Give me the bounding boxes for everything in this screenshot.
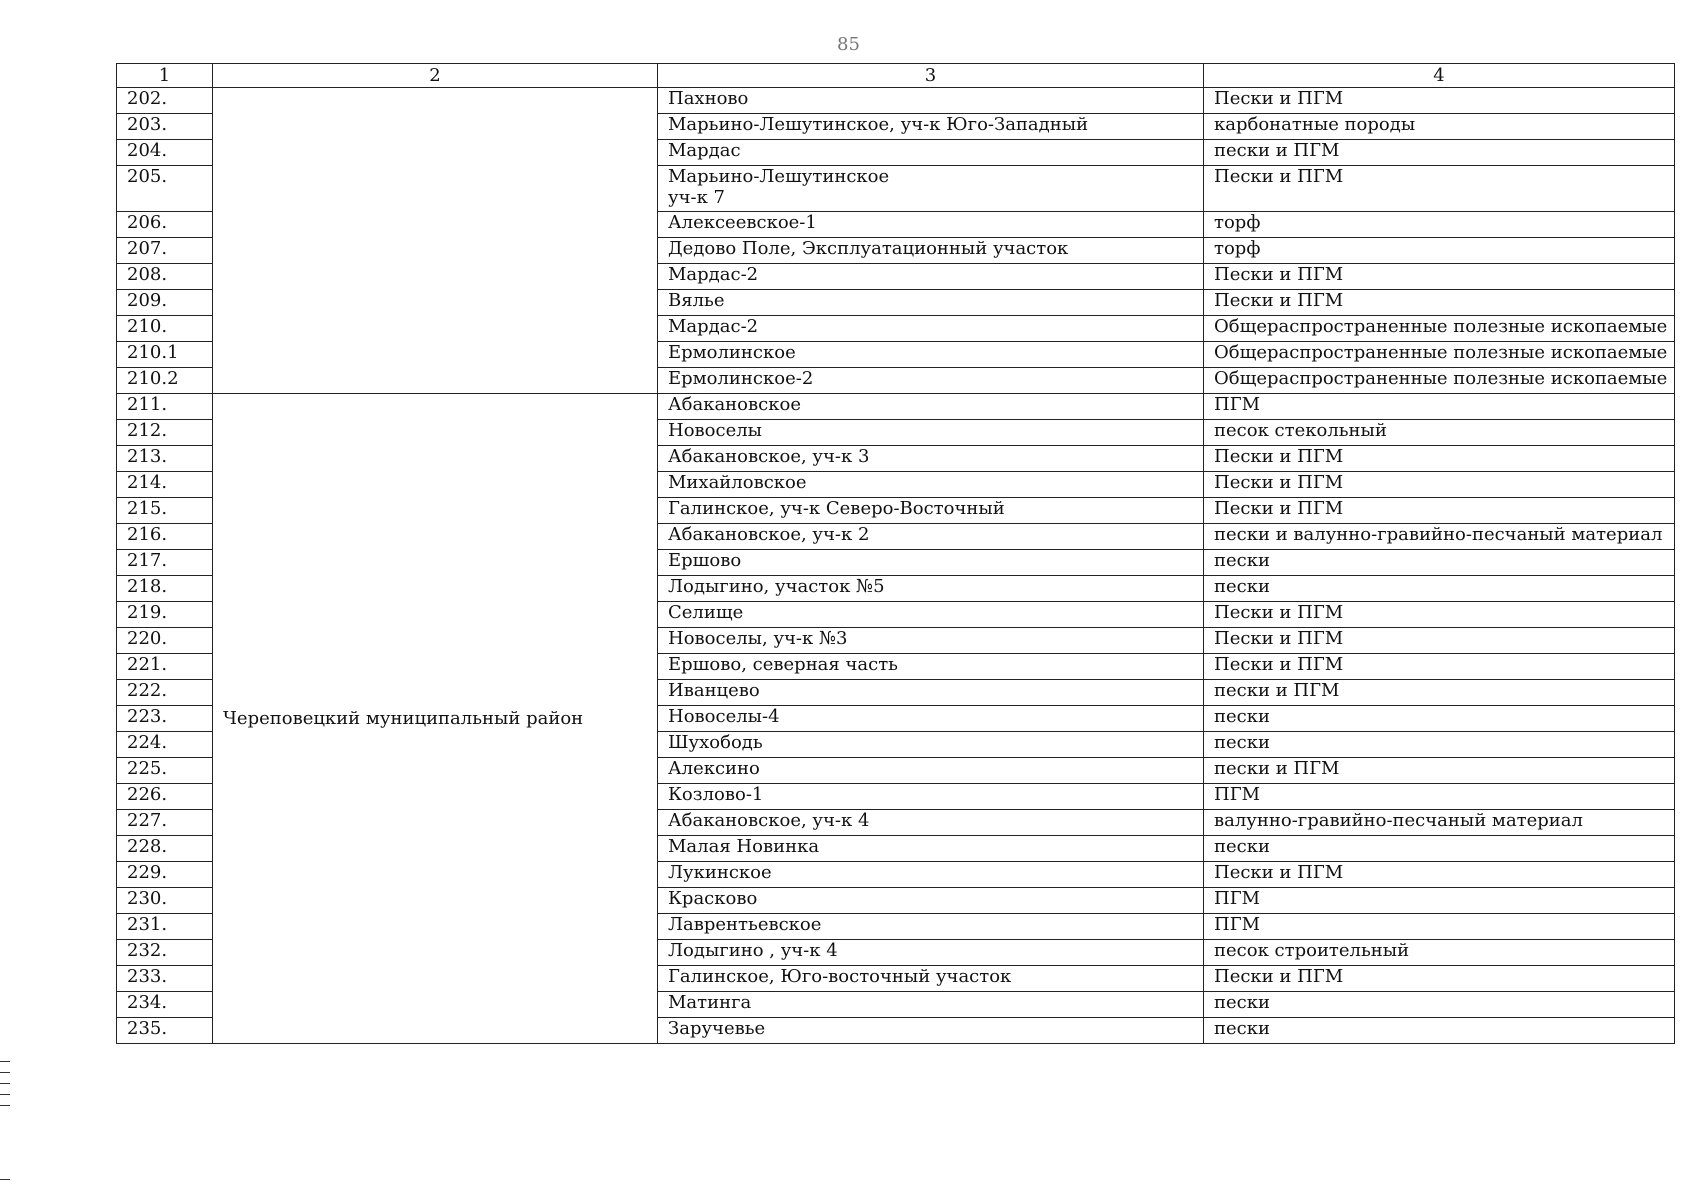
mineral-type-cell: Общераспространенные полезные ископаемые	[1204, 316, 1675, 342]
mineral-type-cell: Пески и ПГМ	[1204, 966, 1675, 992]
mineral-type-cell: пески	[1204, 706, 1675, 732]
deposit-name-cell: Алексеевское-1	[658, 212, 1204, 238]
margin-mark	[0, 1094, 10, 1095]
deposit-name-cell: Новоселы	[658, 420, 1204, 446]
deposit-name-cell: Вялье	[658, 290, 1204, 316]
row-number-cell: 230.	[117, 888, 213, 914]
mineral-type-cell: Пески и ПГМ	[1204, 166, 1675, 212]
deposit-name-cell: Марьино-Лешутинское уч-к 7	[658, 166, 1204, 212]
row-number-cell: 223.	[117, 706, 213, 732]
table-header	[117, 64, 1675, 88]
mineral-type-cell: Пески и ПГМ	[1204, 264, 1675, 290]
table-row	[117, 88, 1675, 114]
table-body	[117, 88, 1675, 1044]
deposit-name-cell: Новоселы-4	[658, 706, 1204, 732]
deposit-name-cell: Галинское, уч-к Северо-Восточный	[658, 498, 1204, 524]
table-row	[117, 394, 1675, 420]
row-number-cell: 226.	[117, 784, 213, 810]
mineral-type-cell: ПГМ	[1204, 394, 1675, 420]
margin-mark	[0, 1083, 10, 1084]
row-number-cell: 233.	[117, 966, 213, 992]
district-cell	[213, 88, 658, 394]
mineral-type-cell: пески	[1204, 576, 1675, 602]
margin-mark	[0, 1105, 10, 1106]
mineral-type-cell: торф	[1204, 238, 1675, 264]
deposit-name-cell: Ермолинское-2	[658, 368, 1204, 394]
mineral-type-cell: пески	[1204, 732, 1675, 758]
mineral-type-cell: торф	[1204, 212, 1675, 238]
mineral-type-cell: ПГМ	[1204, 914, 1675, 940]
row-number-cell: 204.	[117, 140, 213, 166]
deposit-name-cell: Абакановское	[658, 394, 1204, 420]
mineral-type-cell: Пески и ПГМ	[1204, 862, 1675, 888]
mineral-type-cell: Пески и ПГМ	[1204, 472, 1675, 498]
row-number-cell: 214.	[117, 472, 213, 498]
row-number-cell: 202.	[117, 88, 213, 114]
mineral-type-cell: пески	[1204, 836, 1675, 862]
row-number-cell: 227.	[117, 810, 213, 836]
header-col-3: 3	[658, 64, 1204, 88]
deposit-name-cell: Алексино	[658, 758, 1204, 784]
mineral-type-cell: Пески и ПГМ	[1204, 628, 1675, 654]
deposit-name-cell: Шухободь	[658, 732, 1204, 758]
mineral-type-cell: Общераспространенные полезные ископаемые	[1204, 342, 1675, 368]
deposit-name-cell: Ермолинское	[658, 342, 1204, 368]
header-col-2: 2	[213, 64, 658, 88]
mineral-type-cell: пески	[1204, 1018, 1675, 1044]
row-number-cell: 222.	[117, 680, 213, 706]
mineral-type-cell: песок строительный	[1204, 940, 1675, 966]
row-number-cell: 208.	[117, 264, 213, 290]
mineral-type-cell: пески и валунно-гравийно-песчаный материал	[1204, 524, 1675, 550]
mineral-type-cell: Пески и ПГМ	[1204, 290, 1675, 316]
deposit-name-cell: Мардас-2	[658, 264, 1204, 290]
deposit-name-cell: Лукинское	[658, 862, 1204, 888]
row-number-cell: 219.	[117, 602, 213, 628]
row-number-cell: 235.	[117, 1018, 213, 1044]
row-number-cell: 209.	[117, 290, 213, 316]
deposit-name-cell: Дедово Поле, Эксплуатационный участок	[658, 238, 1204, 264]
mineral-type-cell: пески и ПГМ	[1204, 680, 1675, 706]
deposit-name-cell: Новоселы, уч-к №3	[658, 628, 1204, 654]
mineral-type-cell: Пески и ПГМ	[1204, 88, 1675, 114]
row-number-cell: 213.	[117, 446, 213, 472]
deposit-name-cell: Лодыгино , уч-к 4	[658, 940, 1204, 966]
mineral-type-cell: пески и ПГМ	[1204, 140, 1675, 166]
deposit-name-cell: Абакановское, уч-к 4	[658, 810, 1204, 836]
page-number: 85	[837, 34, 860, 55]
row-number-cell: 234.	[117, 992, 213, 1018]
deposit-name-cell: Иванцево	[658, 680, 1204, 706]
deposits-table	[116, 63, 1675, 1044]
row-number-cell: 231.	[117, 914, 213, 940]
row-number-cell: 210.	[117, 316, 213, 342]
deposit-name-cell: Пахново	[658, 88, 1204, 114]
mineral-type-cell: пески	[1204, 992, 1675, 1018]
row-number-cell: 218.	[117, 576, 213, 602]
mineral-type-cell: Пески и ПГМ	[1204, 446, 1675, 472]
mineral-type-cell: Пески и ПГМ	[1204, 498, 1675, 524]
mineral-type-cell: карбонатные породы	[1204, 114, 1675, 140]
deposit-name-cell: Марьино-Лешутинское, уч-к Юго-Западный	[658, 114, 1204, 140]
deposit-name-cell: Галинское, Юго-восточный участок	[658, 966, 1204, 992]
deposit-name-cell: Красково	[658, 888, 1204, 914]
deposit-name-cell: Ершово, северная часть	[658, 654, 1204, 680]
mineral-type-cell: пески и ПГМ	[1204, 758, 1675, 784]
row-number-cell: 216.	[117, 524, 213, 550]
deposit-name-cell: Лодыгино, участок №5	[658, 576, 1204, 602]
district-cell: Череповецкий муниципальный район	[213, 394, 658, 1044]
margin-mark	[0, 1061, 10, 1062]
mineral-type-cell: Пески и ПГМ	[1204, 654, 1675, 680]
row-number-cell: 217.	[117, 550, 213, 576]
mineral-type-cell: ПГМ	[1204, 784, 1675, 810]
row-number-cell: 207.	[117, 238, 213, 264]
row-number-cell: 225.	[117, 758, 213, 784]
row-number-cell: 211.	[117, 394, 213, 420]
row-number-cell: 210.1	[117, 342, 213, 368]
row-number-cell: 205.	[117, 166, 213, 212]
row-number-cell: 221.	[117, 654, 213, 680]
mineral-type-cell: пески	[1204, 550, 1675, 576]
row-number-cell: 212.	[117, 420, 213, 446]
row-number-cell: 210.2	[117, 368, 213, 394]
row-number-cell: 232.	[117, 940, 213, 966]
header-row	[117, 64, 1675, 88]
mineral-type-cell: песок стекольный	[1204, 420, 1675, 446]
header-col-1: 1	[117, 64, 213, 88]
deposit-name-cell: Лаврентьевское	[658, 914, 1204, 940]
deposit-name-cell: Заручевье	[658, 1018, 1204, 1044]
row-number-cell: 224.	[117, 732, 213, 758]
deposit-name-cell: Ершово	[658, 550, 1204, 576]
mineral-type-cell: ПГМ	[1204, 888, 1675, 914]
row-number-cell: 215.	[117, 498, 213, 524]
deposit-name-cell: Матинга	[658, 992, 1204, 1018]
margin-mark	[0, 1179, 10, 1180]
deposit-name-cell: Селище	[658, 602, 1204, 628]
row-number-cell: 206.	[117, 212, 213, 238]
deposit-name-cell: Малая Новинка	[658, 836, 1204, 862]
deposit-name-cell: Абакановское, уч-к 2	[658, 524, 1204, 550]
header-col-4: 4	[1204, 64, 1675, 88]
margin-mark	[0, 1072, 10, 1073]
mineral-type-cell: Пески и ПГМ	[1204, 602, 1675, 628]
deposit-name-cell: Абакановское, уч-к 3	[658, 446, 1204, 472]
deposit-name-cell: Козлово-1	[658, 784, 1204, 810]
row-number-cell: 229.	[117, 862, 213, 888]
row-number-cell: 228.	[117, 836, 213, 862]
deposit-name-cell: Мардас-2	[658, 316, 1204, 342]
deposit-name-cell: Мардас	[658, 140, 1204, 166]
row-number-cell: 220.	[117, 628, 213, 654]
mineral-type-cell: Общераспространенные полезные ископаемые	[1204, 368, 1675, 394]
deposit-name-cell: Михайловское	[658, 472, 1204, 498]
row-number-cell: 203.	[117, 114, 213, 140]
mineral-type-cell: валунно-гравийно-песчаный материал	[1204, 810, 1675, 836]
